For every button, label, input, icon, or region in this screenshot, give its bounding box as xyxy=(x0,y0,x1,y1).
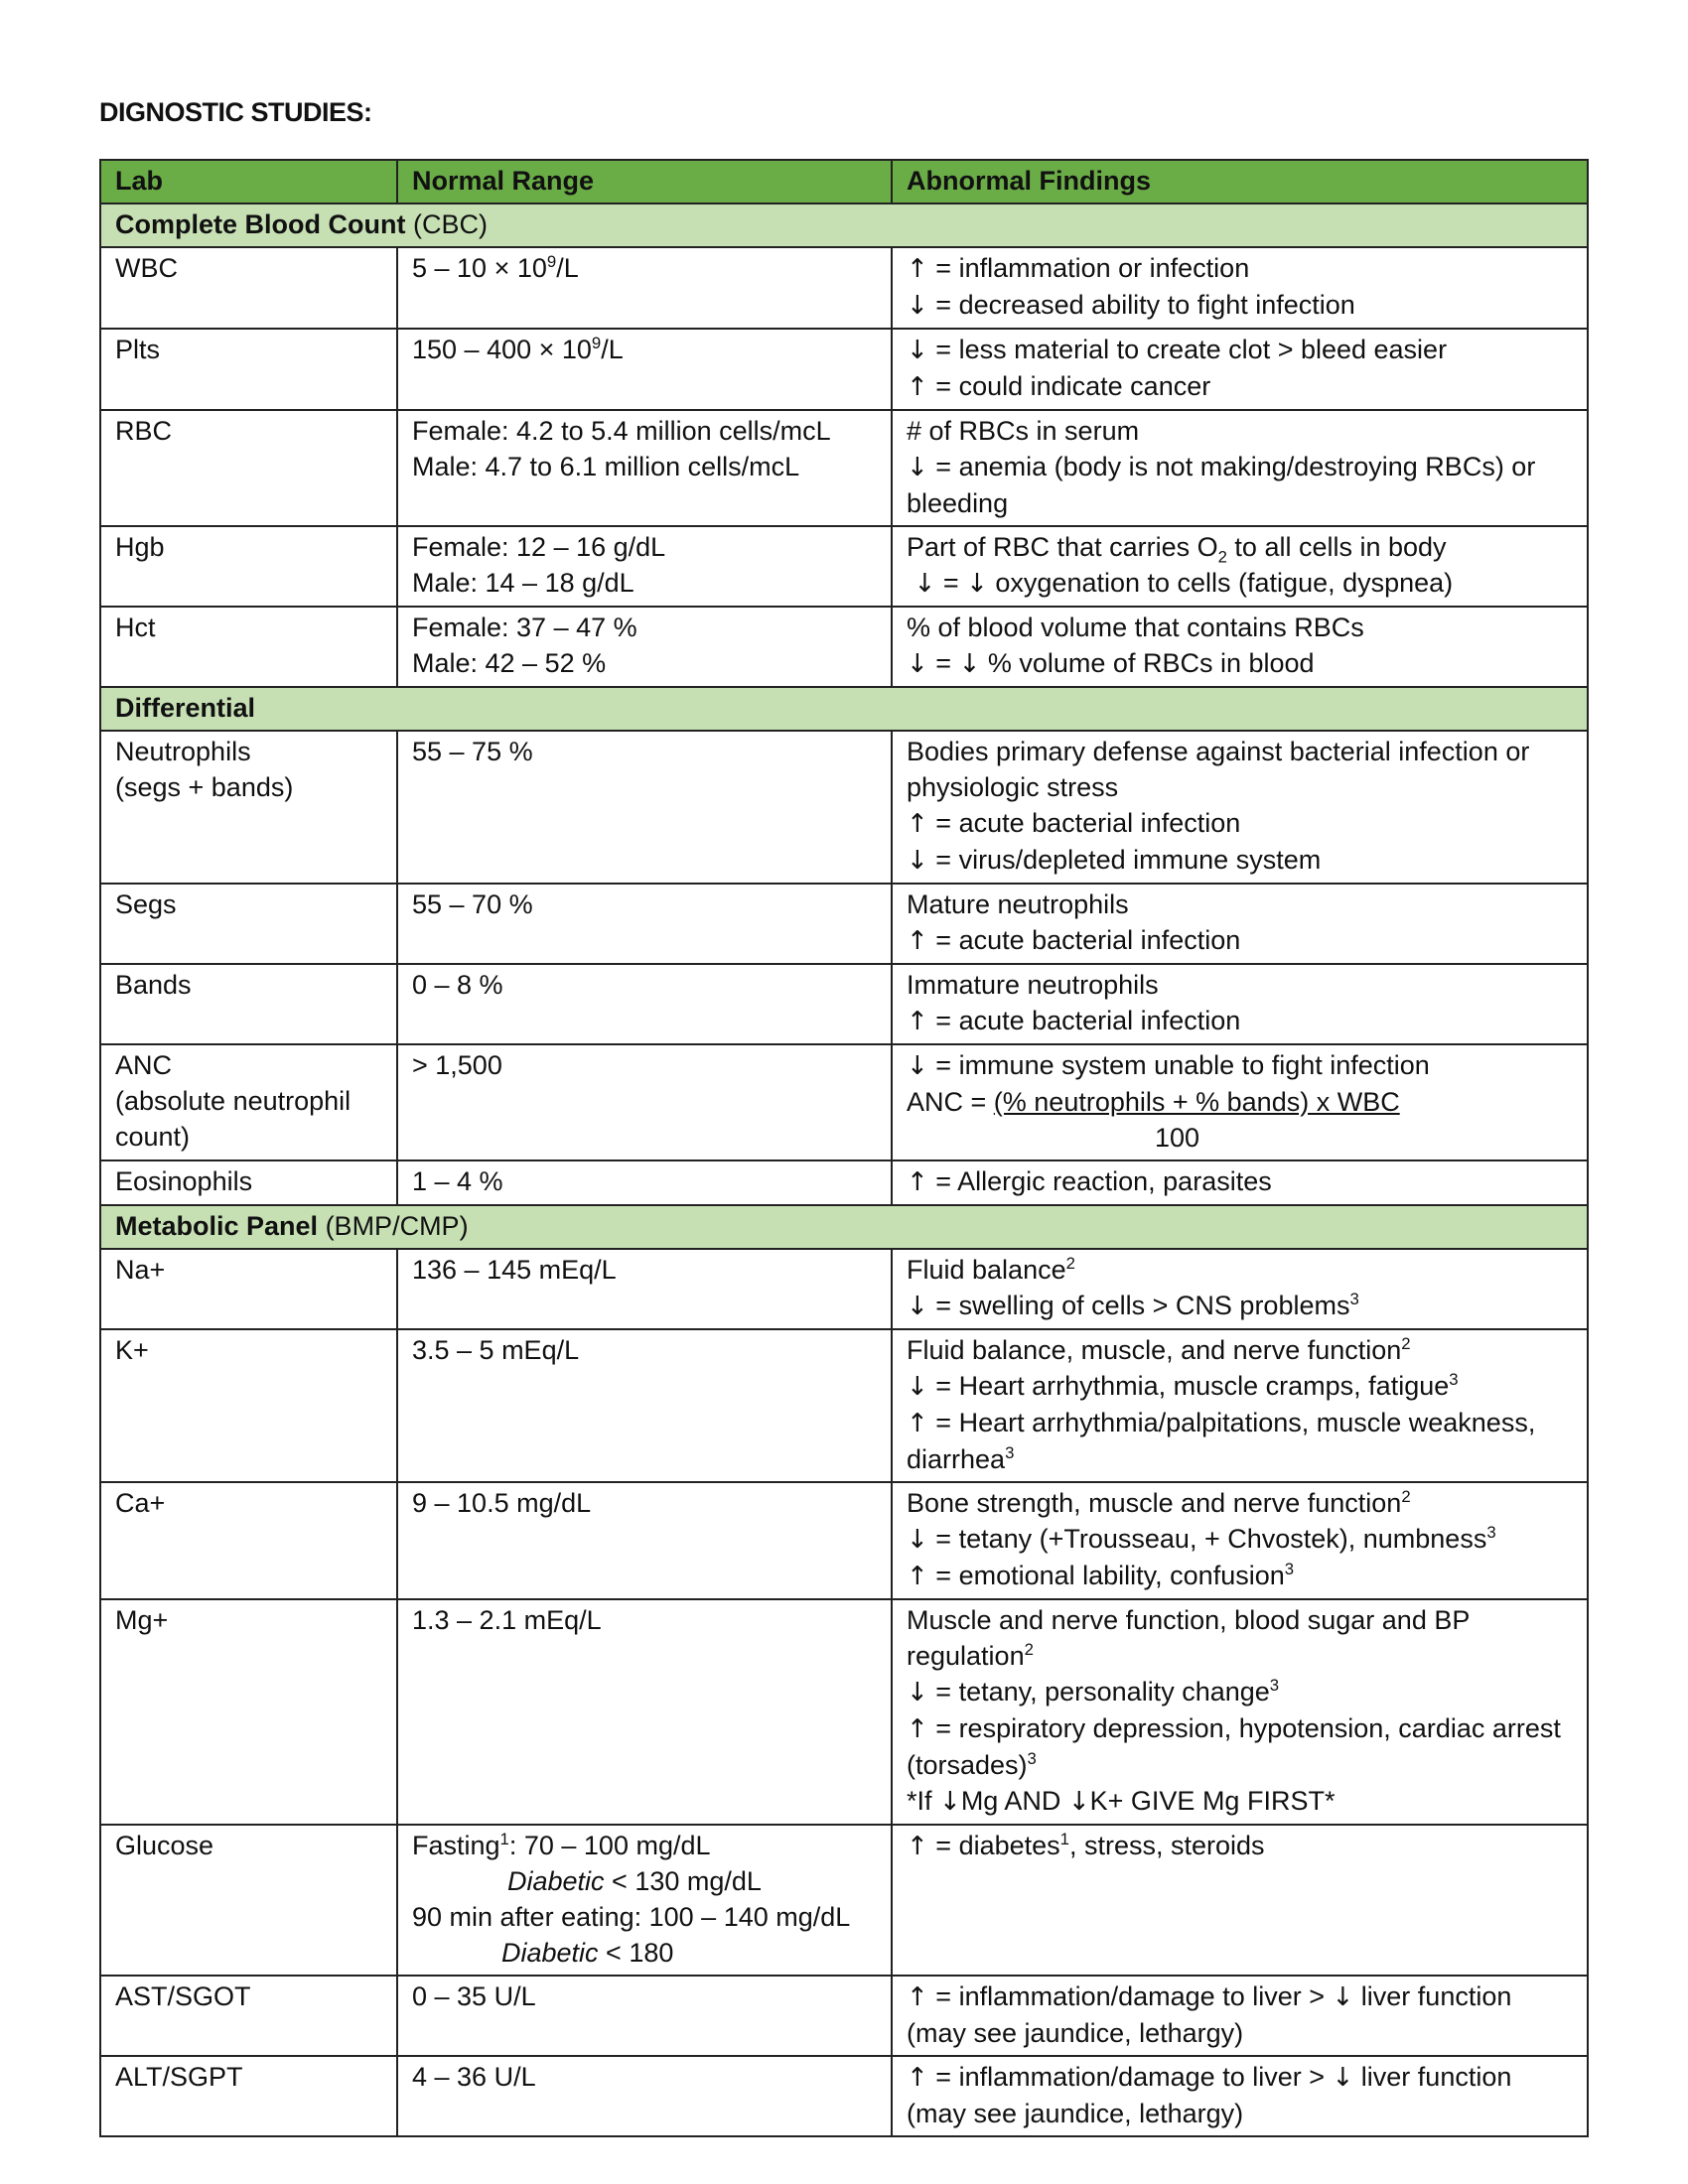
findings-plts: ↓ = less material to create clot > bleed easier ↑ = could indicate cancer xyxy=(892,329,1588,410)
lab-values-table xyxy=(99,159,1589,2137)
up-arrow-icon: ↑ xyxy=(907,809,928,839)
lab-eosinophils: Eosinophils xyxy=(100,1160,397,1205)
up-arrow-icon: ↑ xyxy=(907,1007,928,1036)
header-normal-range: Normal Range xyxy=(397,160,892,204)
range-bands: 0 – 8 % xyxy=(397,964,892,1044)
down-arrow-icon: ↓ xyxy=(907,1051,928,1081)
findings-hgb: Part of RBC that carries $O_2$ to all cells in body ↓ = ↓ oxygenation to cells (fatigue, dyspnea) xyxy=(892,526,1588,607)
section-cbc-name: Complete Blood Count xyxy=(115,209,406,239)
section-row-differential xyxy=(100,687,1588,731)
down-arrow-icon: ↓ xyxy=(907,846,928,876)
up-arrow-icon: ↑ xyxy=(907,1562,928,1591)
range-ast: 0 – 35 U/L xyxy=(397,1976,892,2056)
lab-rbc: RBC xyxy=(100,410,397,526)
range-glucose: Fasting$^1$: 70 – 100 mg/dL Diabetic < 130 mg/dL 90 min after eating: 100 – 140 mg/dL Diabetic < 180 xyxy=(397,1825,892,1976)
lab-k: K+ xyxy=(100,1329,397,1482)
findings-hct: % of blood volume that contains RBCs ↓ = ↓ % volume of RBCs in blood xyxy=(892,607,1588,687)
up-arrow-icon: ↑ xyxy=(907,1167,928,1197)
findings-wbc: ↑ = inflammation or infection ↓ = decreased ability to fight infection xyxy=(892,247,1588,329)
range-na: 136 – 145 mEq/L xyxy=(397,1249,892,1329)
findings-k: Fluid balance, muscle, and nerve function$^2$ ↓ = Heart arrhythmia, muscle cramps, fatigue$^3$ ↑ = Heart arrhythmia/palpitations, muscle weakness, diarrhea$^3$ xyxy=(892,1329,1588,1482)
findings-neutrophils: Bodies primary defense against bacterial infection or physiologic stress ↑ = acute bacterial infection ↓ = virus/depleted immune system xyxy=(892,731,1588,884)
up-arrow-icon: ↑ xyxy=(907,372,928,402)
range-wbc: $5 - 10 \times 10^9/L$ xyxy=(397,247,892,329)
down-arrow-icon: ↓ xyxy=(907,1292,928,1321)
header-lab: Lab xyxy=(100,160,397,204)
up-arrow-icon: ↑ xyxy=(907,926,928,956)
down-arrow-icon: ↓ xyxy=(958,649,981,679)
up-arrow-icon: ↑ xyxy=(907,1714,928,1744)
table-row-bands xyxy=(100,964,1588,1044)
lab-neutrophils: Neutrophils (segs + bands) xyxy=(100,731,397,884)
down-arrow-icon: ↓ xyxy=(1067,1787,1090,1817)
table-row-k xyxy=(100,1329,1588,1482)
down-arrow-icon: ↓ xyxy=(907,291,928,321)
findings-segs: Mature neutrophils ↑ = acute bacterial infection xyxy=(892,884,1588,964)
header-abnormal-findings: Abnormal Findings xyxy=(892,160,1588,204)
findings-rbc: # of RBCs in serum ↓ = anemia (body is not making/destroying RBCs) or bleeding xyxy=(892,410,1588,526)
range-anc: > 1,500 xyxy=(397,1044,892,1160)
lab-mg: Mg+ xyxy=(100,1599,397,1825)
range-hct: Female: 37 – 47 % Male: 42 – 52 % xyxy=(397,607,892,687)
down-arrow-icon: ↓ xyxy=(907,336,928,365)
lab-bands: Bands xyxy=(100,964,397,1044)
section-metabolic-name: Metabolic Panel xyxy=(115,1211,319,1241)
table-header-row xyxy=(100,160,1588,204)
page-title: DIGNOSTIC STUDIES: xyxy=(99,97,372,127)
table-row-alt xyxy=(100,2056,1588,2136)
table-row-na xyxy=(100,1249,1588,1329)
range-segs: 55 – 70 % xyxy=(397,884,892,964)
range-k: 3.5 – 5 mEq/L xyxy=(397,1329,892,1482)
lab-glucose: Glucose xyxy=(100,1825,397,1976)
lab-na: Na+ xyxy=(100,1249,397,1329)
up-arrow-icon: ↑ xyxy=(907,1832,928,1861)
section-cbc xyxy=(100,204,1588,247)
table-row-neutrophils xyxy=(100,731,1588,884)
range-plts: $150 - 400 \times 10^9/L$ xyxy=(397,329,892,410)
findings-mg: Muscle and nerve function, blood sugar and BP regulation$^2$ ↓ = tetany, personality change$^3$ ↑ = respiratory depression, hypotension, cardiac arrest (torsades)$^3$ *If ↓Mg AND ↓K+ GIVE Mg FIRST* xyxy=(892,1599,1588,1825)
down-arrow-icon: ↓ xyxy=(939,1787,961,1817)
findings-na: Fluid balance$^2$ ↓ = swelling of cells > CNS problems$^3$ xyxy=(892,1249,1588,1329)
up-arrow-icon: ↑ xyxy=(907,1982,928,2012)
down-arrow-icon: ↓ xyxy=(914,569,936,599)
section-cbc-abbr: (CBC) xyxy=(405,209,488,239)
lab-ast: AST/SGOT xyxy=(100,1976,397,2056)
down-arrow-icon: ↓ xyxy=(907,1525,928,1555)
down-arrow-icon: ↓ xyxy=(1332,1982,1354,2012)
table-row-mg xyxy=(100,1599,1588,1825)
lab-wbc: WBC xyxy=(100,247,397,329)
lab-hct: Hct xyxy=(100,607,397,687)
up-arrow-icon: ↑ xyxy=(907,2063,928,2093)
findings-eosinophils: ↑ = Allergic reaction, parasites xyxy=(892,1160,1588,1205)
range-rbc: Female: 4.2 to 5.4 million cells/mcL Male: 4.7 to 6.1 million cells/mcL xyxy=(397,410,892,526)
up-arrow-icon: ↑ xyxy=(907,254,928,284)
table-row-wbc xyxy=(100,247,1588,329)
lab-alt: ALT/SGPT xyxy=(100,2056,397,2136)
table-row-plts xyxy=(100,329,1588,410)
table-row-eosinophils xyxy=(100,1160,1588,1205)
down-arrow-icon: ↓ xyxy=(1332,2063,1354,2093)
range-hgb: Female: 12 – 16 g/dL Male: 14 – 18 g/dL xyxy=(397,526,892,607)
findings-ca: Bone strength, muscle and nerve function$^2$ ↓ = tetany (+Trousseau, + Chvostek), numbness$^3$ ↑ = emotional lability, confusion$^3$ xyxy=(892,1482,1588,1599)
table-row-ast xyxy=(100,1976,1588,2056)
range-neutrophils: 55 – 75 % xyxy=(397,731,892,884)
findings-anc: ↓ = immune system unable to fight infection ANC = (% neutrophils + % bands) x WBC 100 xyxy=(892,1044,1588,1160)
table-row-hct xyxy=(100,607,1588,687)
section-metabolic-abbr: (BMP/CMP) xyxy=(318,1211,469,1241)
down-arrow-icon: ↓ xyxy=(907,1372,928,1402)
section-row-metabolic xyxy=(100,1205,1588,1249)
section-row-cbc xyxy=(100,204,1588,247)
findings-alt: ↑ = inflammation/damage to liver > ↓ liver function (may see jaundice, lethargy) xyxy=(892,2056,1588,2136)
section-metabolic xyxy=(100,1205,1588,1249)
findings-glucose: ↑ = diabetes$^1$, stress, steroids xyxy=(892,1825,1588,1976)
section-differential xyxy=(100,687,1588,731)
down-arrow-icon: ↓ xyxy=(966,569,988,599)
section-differential-name: Differential xyxy=(115,693,256,723)
findings-bands: Immature neutrophils ↑ = acute bacterial infection xyxy=(892,964,1588,1044)
up-arrow-icon: ↑ xyxy=(907,1409,928,1438)
range-alt: 4 – 36 U/L xyxy=(397,2056,892,2136)
anc-denominator: 100 xyxy=(1155,1123,1200,1153)
lab-anc: ANC (absolute neutrophil count) xyxy=(100,1044,397,1160)
down-arrow-icon: ↓ xyxy=(907,649,928,679)
lab-hgb: Hgb xyxy=(100,526,397,607)
table-row-glucose xyxy=(100,1825,1588,1976)
table-row-anc xyxy=(100,1044,1588,1160)
lab-segs: Segs xyxy=(100,884,397,964)
table-row-hgb xyxy=(100,526,1588,607)
range-eosinophils: 1 – 4 % xyxy=(397,1160,892,1205)
table-row-ca xyxy=(100,1482,1588,1599)
down-arrow-icon: ↓ xyxy=(907,1678,928,1707)
range-ca: 9 – 10.5 mg/dL xyxy=(397,1482,892,1599)
down-arrow-icon: ↓ xyxy=(907,453,928,482)
table-row-segs xyxy=(100,884,1588,964)
range-mg: 1.3 – 2.1 mEq/L xyxy=(397,1599,892,1825)
lab-ca: Ca+ xyxy=(100,1482,397,1599)
findings-ast: ↑ = inflammation/damage to liver > ↓ liver function (may see jaundice, lethargy) xyxy=(892,1976,1588,2056)
table-row-rbc xyxy=(100,410,1588,526)
lab-plts: Plts xyxy=(100,329,397,410)
